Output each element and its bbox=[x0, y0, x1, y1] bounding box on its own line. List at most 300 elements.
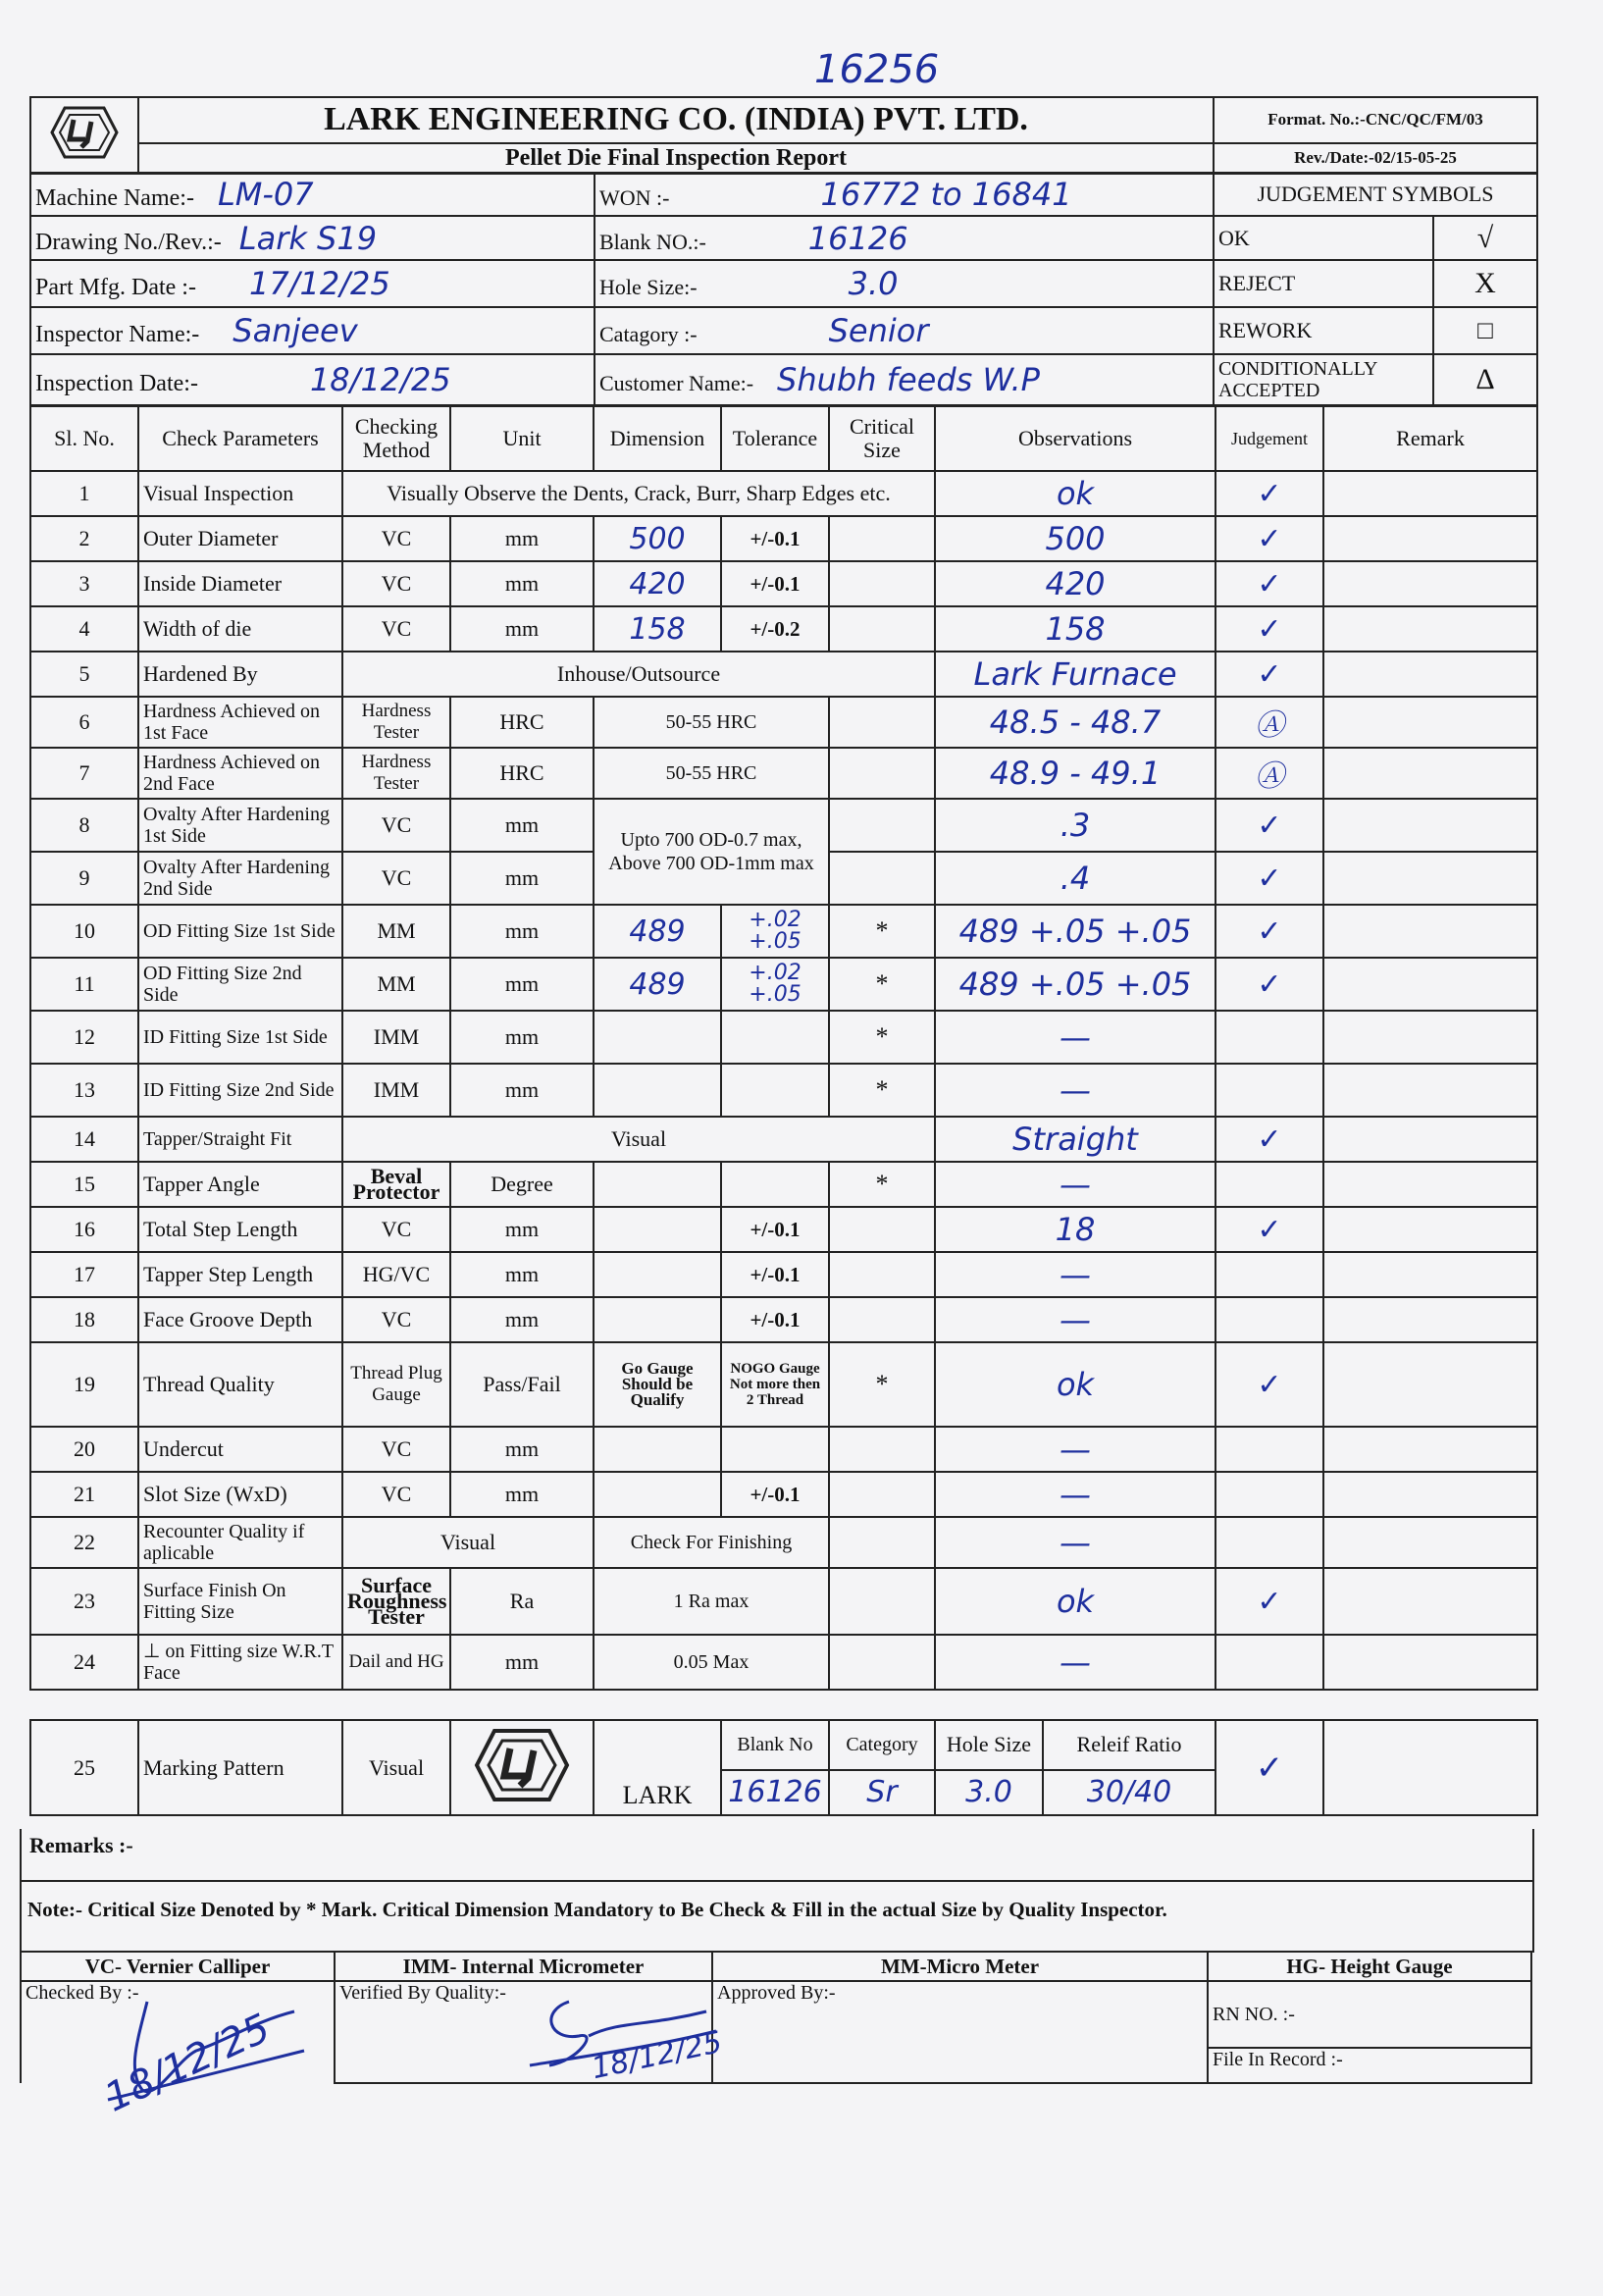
check-parameter: Tapper Step Length bbox=[138, 1252, 342, 1297]
table-row bbox=[30, 516, 1537, 561]
remark bbox=[1323, 1252, 1537, 1297]
dimension: 158 bbox=[594, 606, 721, 652]
critical-size: * bbox=[829, 958, 935, 1011]
observation: 48.5 - 48.7 bbox=[935, 697, 1215, 748]
tolerance: +/-0.1 bbox=[721, 561, 829, 606]
table-header-row bbox=[30, 406, 1537, 471]
judgement: ✓ bbox=[1215, 652, 1323, 697]
checking-method: Hardness Tester bbox=[342, 748, 450, 799]
span-spec: Visual bbox=[342, 1117, 935, 1162]
row-number: 6 bbox=[30, 697, 138, 748]
dimension-tolerance: 50-55 HRC bbox=[594, 697, 829, 748]
observation: 18 bbox=[935, 1207, 1215, 1252]
remark bbox=[1323, 1635, 1537, 1690]
dimension: 420 bbox=[594, 561, 721, 606]
checking-method: Thread Plug Gauge bbox=[342, 1342, 450, 1427]
inspection-table bbox=[29, 405, 1538, 1691]
judgement: Ⓐ bbox=[1215, 697, 1323, 748]
company-logo bbox=[30, 97, 138, 174]
rn-no: RN NO. :- bbox=[1208, 1981, 1531, 2048]
judgement bbox=[1215, 1011, 1323, 1064]
verified-by: Verified By Quality:- bbox=[335, 1981, 712, 2083]
observation: — bbox=[935, 1162, 1215, 1207]
unit: mm bbox=[450, 1011, 594, 1064]
checking-method: VC bbox=[342, 1427, 450, 1472]
span-spec: Inhouse/Outsource bbox=[342, 652, 935, 697]
checking-method: Beval Protector bbox=[342, 1162, 450, 1207]
legend-mm: MM-Micro Meter bbox=[712, 1952, 1208, 1981]
checked-date: 18/12/25 bbox=[98, 2006, 278, 2121]
check-parameter: ID Fitting Size 2nd Side bbox=[138, 1064, 342, 1117]
judge-ok-symbol: √ bbox=[1433, 216, 1537, 260]
unit: mm bbox=[450, 561, 594, 606]
dimension bbox=[594, 1011, 721, 1064]
judgement: ✓ bbox=[1215, 606, 1323, 652]
remark bbox=[1323, 561, 1537, 606]
judgement bbox=[1215, 1472, 1323, 1517]
judgement bbox=[1215, 1517, 1323, 1568]
unit: mm bbox=[450, 852, 594, 905]
row-number: 17 bbox=[30, 1252, 138, 1297]
remark bbox=[1323, 852, 1537, 905]
observation: 489 +.05 +.05 bbox=[935, 958, 1215, 1011]
table-row bbox=[30, 1342, 1537, 1427]
critical-size bbox=[829, 852, 935, 905]
row-number: 23 bbox=[30, 1568, 138, 1635]
critical-size bbox=[829, 1517, 935, 1568]
observation: 158 bbox=[935, 606, 1215, 652]
col-header: Judgement bbox=[1215, 406, 1323, 471]
remark bbox=[1323, 1427, 1537, 1472]
check-parameter: Undercut bbox=[138, 1427, 342, 1472]
info-table bbox=[29, 172, 1538, 406]
row-number: 11 bbox=[30, 958, 138, 1011]
judge-reject-label: REJECT bbox=[1214, 260, 1433, 307]
table-row bbox=[30, 1517, 1537, 1568]
check-parameter: Tapper Angle bbox=[138, 1162, 342, 1207]
machine-cell bbox=[30, 173, 595, 216]
blank-value: 16126 bbox=[807, 219, 908, 257]
tolerance: NOGO Gauge Not more then 2 Thread bbox=[721, 1342, 829, 1427]
row-number: 19 bbox=[30, 1342, 138, 1427]
unit: mm bbox=[450, 1207, 594, 1252]
critical-size bbox=[829, 799, 935, 852]
remark bbox=[1323, 1117, 1537, 1162]
checking-method: HG/VC bbox=[342, 1252, 450, 1297]
marking-lark: LARK bbox=[594, 1720, 721, 1815]
row-number: 2 bbox=[30, 516, 138, 561]
unit: mm bbox=[450, 905, 594, 958]
unit: mm bbox=[450, 1635, 594, 1690]
drawing-value: Lark S19 bbox=[238, 219, 378, 257]
hole-label: Hole Size:- bbox=[599, 275, 698, 299]
insp-date-value: 18/12/25 bbox=[309, 361, 451, 398]
critical-size: * bbox=[829, 1162, 935, 1207]
dimension bbox=[594, 1162, 721, 1207]
check-parameter: Surface Finish On Fitting Size bbox=[138, 1568, 342, 1635]
marking-head-category: Category bbox=[829, 1720, 935, 1770]
judgement bbox=[1215, 1162, 1323, 1207]
won-cell bbox=[595, 173, 1214, 216]
critical-size: * bbox=[829, 905, 935, 958]
judgement bbox=[1215, 1635, 1323, 1690]
row-number: 8 bbox=[30, 799, 138, 852]
col-header: Dimension bbox=[594, 406, 721, 471]
table-row bbox=[30, 1568, 1537, 1635]
header-table bbox=[29, 96, 1538, 175]
dimension bbox=[594, 1297, 721, 1342]
remark bbox=[1323, 1472, 1537, 1517]
critical-size: * bbox=[829, 1342, 935, 1427]
dimension-tolerance: 0.05 Max bbox=[594, 1635, 829, 1690]
judge-rework-symbol: □ bbox=[1433, 307, 1537, 354]
critical-size bbox=[829, 697, 935, 748]
critical-size bbox=[829, 1568, 935, 1635]
checking-method: VC bbox=[342, 799, 450, 852]
observation: — bbox=[935, 1297, 1215, 1342]
table-row bbox=[30, 652, 1537, 697]
tolerance: +/-0.1 bbox=[721, 1472, 829, 1517]
checked-by: Checked By :- bbox=[21, 1981, 335, 2083]
dimension bbox=[594, 1472, 721, 1517]
unit: HRC bbox=[450, 697, 594, 748]
tolerance: +/-0.2 bbox=[721, 606, 829, 652]
check-parameter: Thread Quality bbox=[138, 1342, 342, 1427]
remark bbox=[1323, 905, 1537, 958]
judgement: ✓ bbox=[1215, 1207, 1323, 1252]
check-parameter: Inside Diameter bbox=[138, 561, 342, 606]
row-number: 13 bbox=[30, 1064, 138, 1117]
check-parameter: Hardened By bbox=[138, 652, 342, 697]
table-row bbox=[30, 958, 1537, 1011]
checking-method: MM bbox=[342, 905, 450, 958]
marking-pattern-table bbox=[29, 1719, 1538, 1816]
row-number: 15 bbox=[30, 1162, 138, 1207]
checking-method: Visual bbox=[342, 1517, 594, 1568]
tolerance: +/-0.1 bbox=[721, 1297, 829, 1342]
marking-head-blank: Blank No bbox=[721, 1720, 829, 1770]
remark bbox=[1323, 1517, 1537, 1568]
judge-cond-symbol: Δ bbox=[1433, 354, 1537, 405]
col-header: Check Parameters bbox=[138, 406, 342, 471]
judgement: ✓ bbox=[1215, 516, 1323, 561]
critical-size bbox=[829, 1297, 935, 1342]
judgement: ✓ bbox=[1215, 1342, 1323, 1427]
critical-size bbox=[829, 1635, 935, 1690]
table-row bbox=[30, 561, 1537, 606]
approved-by: Approved By:- bbox=[712, 1981, 1208, 2083]
table-row bbox=[30, 1162, 1537, 1207]
check-parameter: Face Groove Depth bbox=[138, 1297, 342, 1342]
checking-method: VC bbox=[342, 1297, 450, 1342]
check-parameter: Visual Inspection bbox=[138, 471, 342, 516]
blank-label: Blank NO.:- bbox=[599, 229, 706, 254]
inspector-value: Sanjeev bbox=[233, 312, 358, 349]
row-number: 12 bbox=[30, 1011, 138, 1064]
remarks-label: Remarks :- bbox=[29, 1833, 133, 1857]
checking-method: Dail and HG bbox=[342, 1635, 450, 1690]
marking-head-hole: Hole Size bbox=[935, 1720, 1043, 1770]
check-parameter: Slot Size (WxD) bbox=[138, 1472, 342, 1517]
table-row bbox=[30, 1297, 1537, 1342]
col-header: Critical Size bbox=[829, 406, 935, 471]
check-parameter: Width of die bbox=[138, 606, 342, 652]
critical-size bbox=[829, 1427, 935, 1472]
table-row bbox=[30, 1117, 1537, 1162]
table-row bbox=[30, 471, 1537, 516]
checking-method: VC bbox=[342, 516, 450, 561]
marking-val-blank: 16126 bbox=[721, 1770, 829, 1815]
customer-value: Shubh feeds W.P bbox=[777, 361, 1040, 398]
unit: Degree bbox=[450, 1162, 594, 1207]
remark bbox=[1323, 1064, 1537, 1117]
remark bbox=[1323, 1297, 1537, 1342]
checking-method: IMM bbox=[342, 1011, 450, 1064]
remarks-box bbox=[20, 1829, 1534, 1953]
check-parameter: Tapper/Straight Fit bbox=[138, 1117, 342, 1162]
row-number: 24 bbox=[30, 1635, 138, 1690]
dimension: 489 bbox=[594, 905, 721, 958]
marking-val-category: Sr bbox=[829, 1770, 935, 1815]
observation: Straight bbox=[935, 1117, 1215, 1162]
row-number: 9 bbox=[30, 852, 138, 905]
judgement bbox=[1215, 1427, 1323, 1472]
table-row bbox=[30, 1472, 1537, 1517]
checking-method: VC bbox=[342, 606, 450, 652]
check-parameter: Recounter Quality if aplicable bbox=[138, 1517, 342, 1568]
judgement: ✓ bbox=[1215, 905, 1323, 958]
dimension bbox=[594, 1207, 721, 1252]
judgement bbox=[1215, 1064, 1323, 1117]
dimension bbox=[594, 1064, 721, 1117]
marking-logo bbox=[450, 1720, 594, 1815]
table-row bbox=[30, 799, 1537, 852]
row-number: 4 bbox=[30, 606, 138, 652]
table-row bbox=[30, 1635, 1537, 1690]
critical-size bbox=[829, 1252, 935, 1297]
critical-size: * bbox=[829, 1011, 935, 1064]
judgement: ✓ bbox=[1215, 561, 1323, 606]
table-row bbox=[30, 1011, 1537, 1064]
marking-val-relief: 30/40 bbox=[1043, 1770, 1215, 1815]
dimension: 500 bbox=[594, 516, 721, 561]
remark bbox=[1323, 697, 1537, 748]
machine-label: Machine Name:- bbox=[35, 185, 194, 211]
remark bbox=[1323, 471, 1537, 516]
check-parameter: Ovalty After Hardening 1st Side bbox=[138, 799, 342, 852]
col-header: Observations bbox=[935, 406, 1215, 471]
file-in-record: File In Record :- bbox=[1208, 2048, 1531, 2083]
tolerance: +/-0.1 bbox=[721, 1207, 829, 1252]
col-header: Unit bbox=[450, 406, 594, 471]
check-parameter: ⊥ on Fitting size W.R.T Face bbox=[138, 1635, 342, 1690]
dimension-tolerance: 50-55 HRC bbox=[594, 748, 829, 799]
remark bbox=[1323, 652, 1537, 697]
verified-date: 18/12/25 bbox=[589, 2024, 726, 2087]
rev-date: Rev./Date:-02/15-05-25 bbox=[1214, 143, 1537, 174]
table-row bbox=[30, 1064, 1537, 1117]
tolerance bbox=[721, 1162, 829, 1207]
check-parameter: OD Fitting Size 1st Side bbox=[138, 905, 342, 958]
unit: mm bbox=[450, 1252, 594, 1297]
critical-size: * bbox=[829, 1064, 935, 1117]
marking-val-hole: 3.0 bbox=[935, 1770, 1043, 1815]
observation: 48.9 - 49.1 bbox=[935, 748, 1215, 799]
table-row bbox=[30, 1252, 1537, 1297]
observation: .4 bbox=[935, 852, 1215, 905]
row25-param: Marking Pattern bbox=[138, 1720, 342, 1815]
legend-imm: IMM- Internal Micrometer bbox=[335, 1952, 712, 1981]
checking-method: Hardness Tester bbox=[342, 697, 450, 748]
won-label: WON :- bbox=[599, 185, 670, 210]
tolerance bbox=[721, 1011, 829, 1064]
remark bbox=[1323, 799, 1537, 852]
observation: ok bbox=[935, 1342, 1215, 1427]
dimension-tolerance: Check For Finishing bbox=[594, 1517, 829, 1568]
remark bbox=[1323, 1162, 1537, 1207]
observation: — bbox=[935, 1472, 1215, 1517]
row-number: 14 bbox=[30, 1117, 138, 1162]
table-row bbox=[30, 1427, 1537, 1472]
unit: mm bbox=[450, 1427, 594, 1472]
unit: mm bbox=[450, 1297, 594, 1342]
tolerance: +.02 +.05 bbox=[721, 905, 829, 958]
table-row bbox=[30, 905, 1537, 958]
row25-judgement: ✓ bbox=[1215, 1720, 1323, 1815]
judgement: ✓ bbox=[1215, 799, 1323, 852]
judgement: ✓ bbox=[1215, 471, 1323, 516]
legend-hg: HG- Height Gauge bbox=[1208, 1952, 1531, 1981]
judgement-title: JUDGEMENT SYMBOLS bbox=[1214, 173, 1537, 216]
row-number: 5 bbox=[30, 652, 138, 697]
observation: — bbox=[935, 1011, 1215, 1064]
judge-cond-label: CONDITIONALLY ACCEPTED bbox=[1214, 354, 1433, 405]
col-header: Checking Method bbox=[342, 406, 450, 471]
tolerance bbox=[721, 1427, 829, 1472]
unit: mm bbox=[450, 1064, 594, 1117]
remark bbox=[1323, 1568, 1537, 1635]
dimension-tolerance: 1 Ra max bbox=[594, 1568, 829, 1635]
check-parameter: Ovalty After Hardening 2nd Side bbox=[138, 852, 342, 905]
judgement: Ⓐ bbox=[1215, 748, 1323, 799]
inspector-label: Inspector Name:- bbox=[35, 322, 200, 347]
judgement bbox=[1215, 1297, 1323, 1342]
check-parameter: OD Fitting Size 2nd Side bbox=[138, 958, 342, 1011]
col-header: Tolerance bbox=[721, 406, 829, 471]
customer-label: Customer Name:- bbox=[599, 371, 754, 395]
unit: mm bbox=[450, 958, 594, 1011]
table-row bbox=[30, 606, 1537, 652]
remark bbox=[1323, 1342, 1537, 1427]
row25-method: Visual bbox=[342, 1720, 450, 1815]
judgement: ✓ bbox=[1215, 958, 1323, 1011]
dimension: Go Gauge Should be Qualify bbox=[594, 1342, 721, 1427]
judgement: ✓ bbox=[1215, 852, 1323, 905]
checking-method: Surface Roughness Tester bbox=[342, 1568, 450, 1635]
remark bbox=[1323, 606, 1537, 652]
judge-ok-label: OK bbox=[1214, 216, 1433, 260]
check-parameter: Hardness Achieved on 1st Face bbox=[138, 697, 342, 748]
machine-value: LM-07 bbox=[217, 176, 314, 213]
checking-method: VC bbox=[342, 561, 450, 606]
marking-head-relief: Releif Ratio bbox=[1043, 1720, 1215, 1770]
row-number: 22 bbox=[30, 1517, 138, 1568]
won-value: 16772 to 16841 bbox=[820, 176, 1072, 213]
company-name: LARK ENGINEERING CO. (INDIA) PVT. LTD. bbox=[138, 97, 1214, 143]
remark bbox=[1323, 1011, 1537, 1064]
judgement: ✓ bbox=[1215, 1568, 1323, 1635]
check-parameter: Outer Diameter bbox=[138, 516, 342, 561]
remark bbox=[1323, 516, 1537, 561]
category-label: Catagory :- bbox=[599, 322, 698, 346]
checking-method: VC bbox=[342, 1472, 450, 1517]
col-header: Sl. No. bbox=[30, 406, 138, 471]
row-number: 10 bbox=[30, 905, 138, 958]
observation: 489 +.05 +.05 bbox=[935, 905, 1215, 958]
legend-vc: VC- Vernier Calliper bbox=[21, 1952, 335, 1981]
observation: 500 bbox=[935, 516, 1215, 561]
report-title: Pellet Die Final Inspection Report bbox=[138, 143, 1214, 174]
format-no: Format. No.:-CNC/QC/FM/03 bbox=[1214, 97, 1537, 143]
checking-method: VC bbox=[342, 852, 450, 905]
checking-method: IMM bbox=[342, 1064, 450, 1117]
row25-remark bbox=[1323, 1720, 1537, 1815]
row-number: 16 bbox=[30, 1207, 138, 1252]
observation: — bbox=[935, 1517, 1215, 1568]
note-text: Note:- Critical Size Denoted by * Mark. Critical Dimension Mandatory to Be Check & Fill in the actual Size by Quality Inspector. bbox=[27, 1898, 1167, 1921]
observation: ok bbox=[935, 1568, 1215, 1635]
unit: mm bbox=[450, 799, 594, 852]
mfg-label: Part Mfg. Date :- bbox=[35, 275, 196, 300]
observation: 420 bbox=[935, 561, 1215, 606]
observation: Lark Furnace bbox=[935, 652, 1215, 697]
critical-size bbox=[829, 1207, 935, 1252]
judge-reject-symbol: X bbox=[1433, 260, 1537, 307]
table-row bbox=[30, 697, 1537, 748]
unit: Ra bbox=[450, 1568, 594, 1635]
observation: — bbox=[935, 1252, 1215, 1297]
span-spec: Visually Observe the Dents, Crack, Burr, Sharp Edges etc. bbox=[342, 471, 935, 516]
judgement bbox=[1215, 1252, 1323, 1297]
observation: ok bbox=[935, 471, 1215, 516]
row-number: 18 bbox=[30, 1297, 138, 1342]
checking-method: MM bbox=[342, 958, 450, 1011]
check-parameter: Total Step Length bbox=[138, 1207, 342, 1252]
dimension bbox=[594, 1252, 721, 1297]
dimension bbox=[594, 1427, 721, 1472]
row-number: 20 bbox=[30, 1427, 138, 1472]
unit: HRC bbox=[450, 748, 594, 799]
unit: mm bbox=[450, 1472, 594, 1517]
check-parameter: Hardness Achieved on 2nd Face bbox=[138, 748, 342, 799]
judge-rework-label: REWORK bbox=[1214, 307, 1433, 354]
critical-size bbox=[829, 1472, 935, 1517]
unit: Pass/Fail bbox=[450, 1342, 594, 1427]
insp-date-label: Inspection Date:- bbox=[35, 371, 198, 396]
critical-size bbox=[829, 748, 935, 799]
observation: — bbox=[935, 1427, 1215, 1472]
tolerance bbox=[721, 1064, 829, 1117]
unit: mm bbox=[450, 606, 594, 652]
row-number: 3 bbox=[30, 561, 138, 606]
judgement: ✓ bbox=[1215, 1117, 1323, 1162]
top-number: 16256 bbox=[814, 47, 940, 92]
row25-no: 25 bbox=[30, 1720, 138, 1815]
checking-method: VC bbox=[342, 1207, 450, 1252]
col-header: Remark bbox=[1323, 406, 1537, 471]
observation: .3 bbox=[935, 799, 1215, 852]
row-number: 7 bbox=[30, 748, 138, 799]
